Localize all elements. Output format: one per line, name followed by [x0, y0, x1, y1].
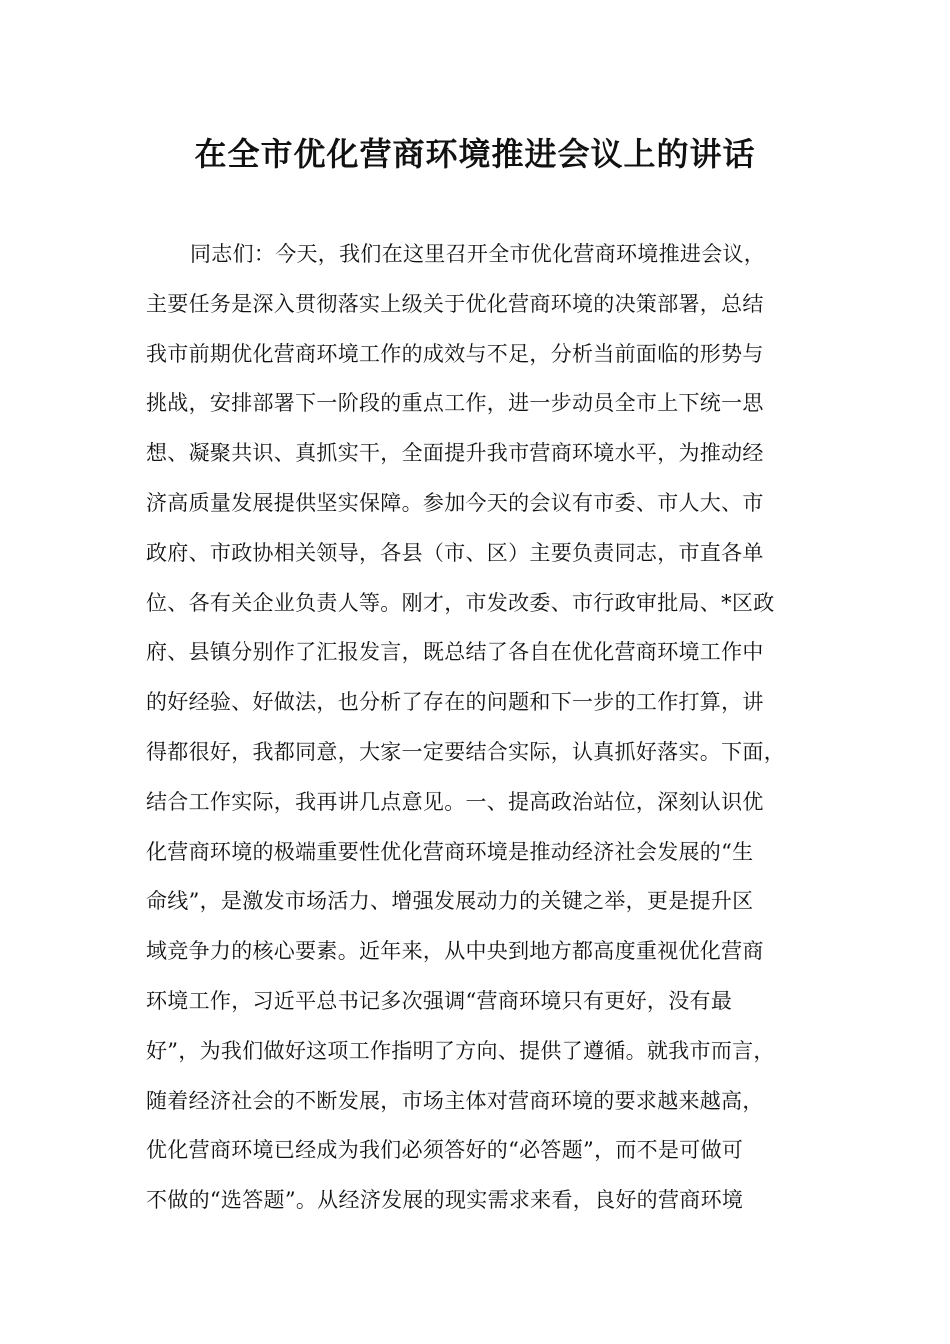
body-line: 环境工作，习近平总书记多次强调“营商环境只有更好，没有最	[146, 988, 733, 1013]
document-body	[146, 230, 826, 1226]
body-line: 得都很好，我都同意，大家一定要结合实际，认真抓好落实。下面，	[146, 739, 785, 764]
document-title: 在全市优化营商环境推进会议上的讲话	[194, 135, 756, 173]
body-line: 的好经验、好做法，也分析了存在的问题和下一步的工作打算，讲	[146, 690, 764, 715]
body-line: 位、各有关企业负责人等。刚才，市发改委、市行政审批局、*区政	[146, 590, 775, 615]
body-line: 挑战，安排部署下一阶段的重点工作，进一步动员全市上下统一思	[146, 391, 764, 416]
body-line: 想、凝聚共识、真抓实干，全面提升我市营商环境水平，为推动经	[146, 441, 764, 466]
body-line: 同志们：今天，我们在这里召开全市优化营商环境推进会议，	[190, 242, 766, 266]
body-line: 我市前期优化营商环境工作的成效与不足，分析当前面临的形势与	[146, 341, 764, 366]
body-line: 好”，为我们做好这项工作指明了方向、提供了遵循。就我市而言，	[146, 1038, 775, 1063]
body-line: 优化营商环境已经成为我们必须答好的“必答题”，而不是可做可	[146, 1138, 744, 1163]
body-line: 济高质量发展提供坚实保障。参加今天的会议有市委、市人大、市	[146, 490, 764, 515]
body-line: 结合工作实际，我再讲几点意见。一、提高政治站位，深刻认识优	[146, 789, 764, 814]
body-line: 府、县镇分别作了汇报发言，既总结了各自在优化营商环境工作中	[146, 640, 764, 665]
body-line: 化营商环境的极端重要性优化营商环境是推动经济社会发展的“生	[146, 839, 754, 864]
body-line: 主要任务是深入贯彻落实上级关于优化营商环境的决策部署，总结	[146, 291, 764, 316]
body-line: 随着经济社会的不断发展，市场主体对营商环境的要求越来越高，	[146, 1088, 764, 1113]
body-line: 政府、市政协相关领导，各县（市、区）主要负责同志，市直各单	[146, 540, 764, 565]
body-line: 不做的“选答题”。从经济发展的现实需求来看，良好的营商环境	[146, 1188, 744, 1213]
body-line: 域竞争力的核心要素。近年来，从中央到地方都高度重视优化营商	[146, 939, 764, 964]
body-line: 命线”，是激发市场活力、增强发展动力的关键之举，更是提升区	[146, 889, 754, 914]
